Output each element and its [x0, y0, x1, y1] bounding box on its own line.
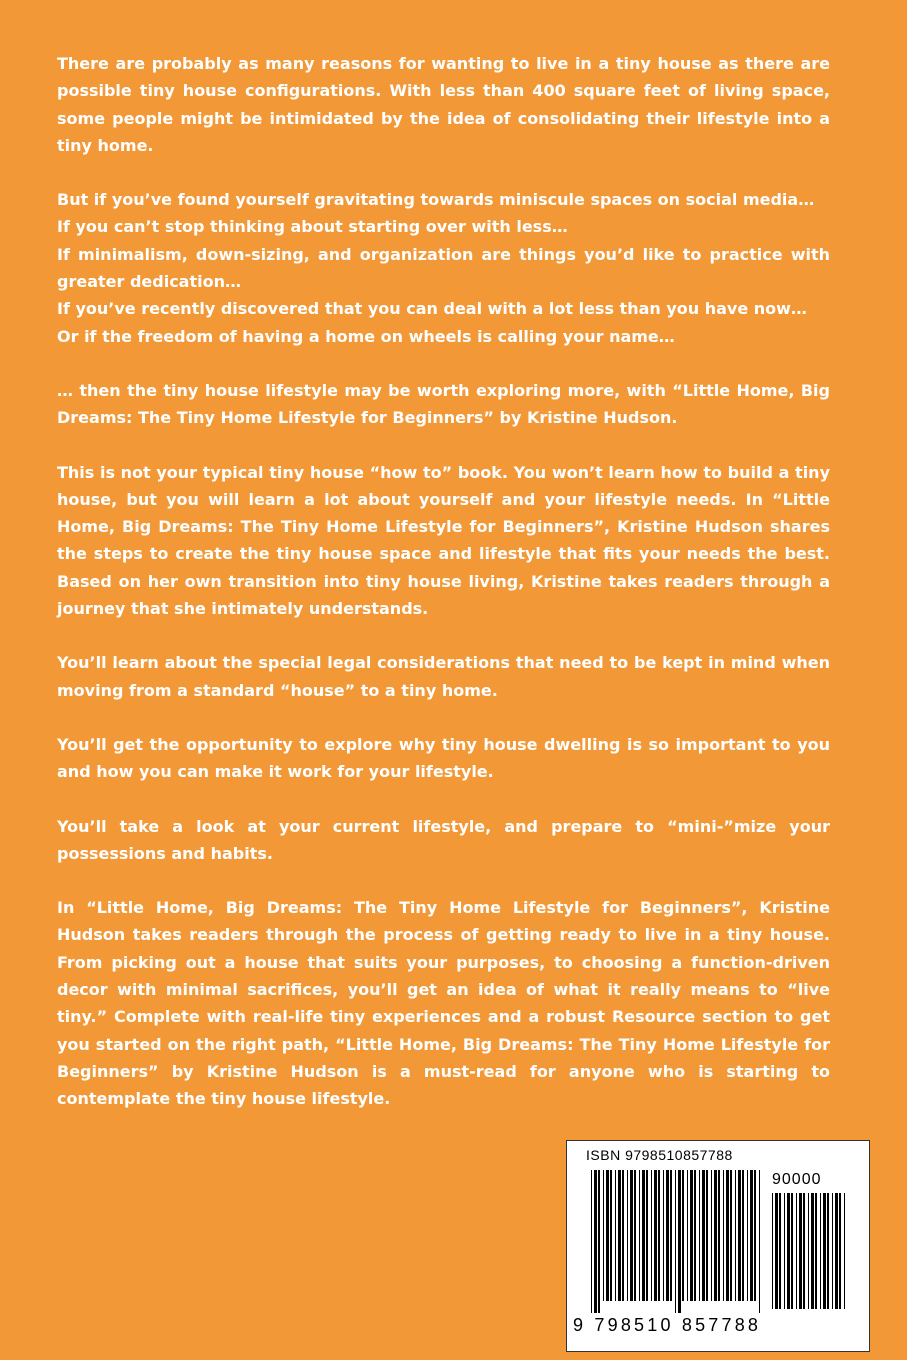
- barcode-bar: [615, 1170, 616, 1301]
- barcode-bar: [634, 1170, 636, 1301]
- barcode-bar: [627, 1170, 628, 1301]
- list-line: But if you’ve found yourself gravitating towards miniscule spaces on social media…: [57, 190, 815, 210]
- opportunity-paragraph: You’ll get the opportunity to explore why tiny house dwelling is so important to you and how you can make it work for your lifestyle.: [57, 734, 830, 782]
- barcode-bar: [742, 1170, 744, 1301]
- barcode-bar: [726, 1170, 729, 1301]
- barcode-bar: [754, 1170, 756, 1301]
- barcode-bar: [642, 1170, 645, 1301]
- barcode-bar: [675, 1170, 676, 1313]
- addon-barcode-bars: [772, 1193, 846, 1321]
- barcode-bar: [630, 1170, 633, 1301]
- barcode-bar: [654, 1170, 657, 1301]
- barcode-bar: [844, 1193, 845, 1309]
- barcode-bar: [711, 1170, 712, 1301]
- barcode-bar: [682, 1170, 684, 1301]
- barcode-bar: [694, 1170, 696, 1301]
- barcode-bar: [799, 1193, 802, 1309]
- barcode-bar: [808, 1193, 809, 1309]
- question-list: [57, 186, 830, 350]
- barcode-bar: [610, 1170, 612, 1301]
- ean-barcode-bars: [591, 1170, 763, 1313]
- barcode-bar: [815, 1193, 817, 1309]
- barcode-bar: [658, 1170, 660, 1301]
- barcode-bar: [747, 1170, 748, 1301]
- barcode-bar: [594, 1170, 597, 1313]
- list-line: If you can’t stop thinking about starting over with less…: [57, 217, 568, 237]
- list-line: Or if the freedom of having a home on wheels is calling your name…: [57, 326, 675, 346]
- barcode-bar: [827, 1193, 829, 1309]
- barcode-bar: [670, 1170, 672, 1301]
- barcode-bar: [803, 1193, 805, 1309]
- isbn-barcode: [566, 1140, 870, 1352]
- legal-paragraph: You’ll learn about the special legal considerations that need to be kept in mind when moving from a standard “house” to a tiny home.: [57, 653, 830, 700]
- barcode-bar: [811, 1193, 814, 1309]
- barcode-bar: [598, 1170, 600, 1313]
- barcode-bar: [832, 1193, 833, 1309]
- barcode-bar: [750, 1170, 753, 1301]
- barcode-bar: [784, 1193, 785, 1309]
- closing-paragraph: In “Little Home, Big Dreams: The Tiny Home Lifestyle for Beginners”, Kristine Hudson takes readers through the process of getting ready to live in a tiny house. From picking out a house that suits your purposes, to choosing a function-driven decor with minimal sacrifices, you’ll get an idea of what it really means to “live tiny.” Complete with real-life tiny experiences and a robust Resource section to get you started on the right path, “Little Home, Big Dreams: The Tiny Home Lifestyle for Beginners” by Kristine Hudson is a must-read for anyone who is starting to contemplate the tiny house lifestyle.: [57, 898, 830, 1109]
- description-paragraph: This is not your typical tiny house “how to” book. You won’t learn how to build a tiny house, but you will learn a lot about yourself and your lifestyle needs. In “Little Home, Big Dreams: The Tiny Home Lifestyle for Beginners”, Kristine Hudson shares the steps to create the tiny house space and lifestyle that fits your needs the best. Based on her own transition into tiny house living, Kristine takes readers through a journey that she intimately understands.: [57, 462, 830, 619]
- barcode-bar: [759, 1170, 760, 1313]
- barcode-bar: [706, 1170, 708, 1301]
- list-line: If you’ve recently discovered that you can deal with a lot less than you have now…: [57, 299, 807, 319]
- barcode-bar: [723, 1170, 724, 1301]
- barcode-bar: [666, 1170, 669, 1301]
- addon-number: 90000: [772, 1171, 822, 1188]
- barcode-bar: [738, 1170, 741, 1301]
- barcode-bar: [603, 1170, 604, 1301]
- lifestyle-paragraph: You’ll take a look at your current lifestyle, and prepare to “mini-”mize your possessions and habits.: [57, 816, 830, 863]
- barcode-bar: [839, 1193, 841, 1309]
- barcode-bar: [714, 1170, 717, 1301]
- barcode-bar: [606, 1170, 609, 1301]
- intro-paragraph: There are probably as many reasons for wanting to live in a tiny house as there are possible tiny house configurations. With less than 400 square feet of living space, some people might be intimidated by the idea of consolidating their lifestyle into a tiny home.: [57, 54, 830, 155]
- barcode-bar: [735, 1170, 736, 1301]
- then-paragraph: … then the tiny house lifestyle may be worth exploring more, with “Little Home, Big Dreams: The Tiny Home Lifestyle for Beginners” by Kristine Hudson.: [57, 380, 830, 428]
- barcode-bar: [678, 1170, 681, 1313]
- barcode-bar: [591, 1170, 592, 1313]
- barcode-bar: [702, 1170, 705, 1301]
- ean-digits: 9 798510 857788: [573, 1315, 762, 1335]
- barcode-bar: [823, 1193, 826, 1309]
- barcode-bar: [663, 1170, 664, 1301]
- barcode-bar: [787, 1193, 790, 1309]
- barcode-bar: [820, 1193, 821, 1309]
- barcode-bar: [651, 1170, 652, 1301]
- barcode-bar: [779, 1193, 781, 1309]
- barcode-bar: [639, 1170, 640, 1301]
- barcode-bar: [791, 1193, 793, 1309]
- barcode-bar: [687, 1170, 688, 1301]
- barcode-bar: [690, 1170, 693, 1301]
- barcode-bar: [730, 1170, 732, 1301]
- barcode-bar: [622, 1170, 624, 1301]
- barcode-bar: [796, 1193, 797, 1309]
- list-line: If minimalism, down-sizing, and organization are things you’d like to practice with greater dedication…: [57, 244, 830, 292]
- barcode-bar: [699, 1170, 700, 1301]
- barcode-bar: [618, 1170, 621, 1301]
- barcode-bar: [646, 1170, 648, 1301]
- barcode-bar: [775, 1193, 778, 1309]
- back-cover-text: [57, 50, 830, 1140]
- barcode-bar: [772, 1193, 773, 1309]
- isbn-label: ISBN 9798510857788: [586, 1147, 733, 1163]
- barcode-bar: [718, 1170, 720, 1301]
- barcode-bar: [835, 1193, 838, 1309]
